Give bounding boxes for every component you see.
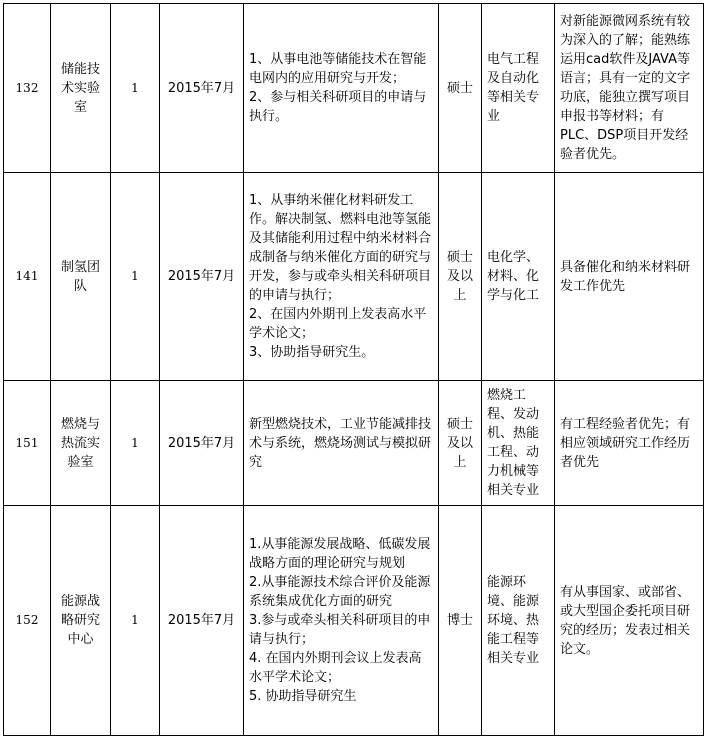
other-requirements: 具备催化和纳米材料研发工作优先 [555, 173, 704, 381]
duty-line: 2、参与相关科研项目的申请与执行。 [249, 90, 427, 124]
duty-line: 4. 在国内外期刊会议上发表高水平学术论文； [249, 651, 422, 685]
position-id: 141 [4, 173, 51, 381]
department-name: 燃烧与热流实验室 [51, 381, 111, 506]
major-requirement: 电化学、材料、化学与化工 [482, 173, 555, 381]
department-name: 能源战略研究中心 [51, 506, 111, 736]
position-id: 152 [4, 506, 51, 736]
headcount: 1 [111, 506, 160, 736]
job-duties [244, 4, 439, 173]
position-id: 132 [4, 4, 51, 173]
duty-line: 3.参与或牵头相关科研项目的申请与执行； [249, 613, 431, 647]
duty-line: 1、从事纳米催化材料研发工作。解决制氢、燃料电池等氢能及其储能利用过程中纳米材料合成制备与纳米催化方面的研究与开发，参与或牵头相关科研项目的申请与执行； [249, 193, 432, 303]
duty-line: 1、从事电池等储能技术在智能电网内的应用研究与开发； [249, 52, 427, 86]
major-requirement: 燃烧工程、发动机、热能工程、动力机械等相关专业 [482, 381, 555, 506]
table-row [4, 506, 704, 736]
position-id: 151 [4, 381, 51, 506]
other-requirements: 有工程经验者优先；有相应领域研究工作经历者优先 [555, 381, 704, 506]
recruitment-table [3, 3, 704, 736]
duty-line: 2、在国内外期刊上发表高水平学术论文； [249, 307, 427, 341]
job-duties [244, 381, 439, 506]
duty-line: 5. 协助指导研究生 [249, 689, 357, 704]
major-requirement: 电气工程及自动化等相关专业 [482, 4, 555, 173]
other-requirements: 有从事国家、或部省、或大型国企委托项目研究的经历；发表过相关论文。 [555, 506, 704, 736]
major-requirement: 能源环境、能源环境、热能工程等相关专业 [482, 506, 555, 736]
headcount: 1 [111, 173, 160, 381]
duty-line: 2.从事能源技术综合评价及能源系统集成优化方面的研究 [249, 575, 431, 609]
duty-line: 1.从事能源发展战略、低碳发展战略方面的理论研究与规划 [249, 537, 431, 571]
duty-line: 3、协助指导研究生。 [249, 345, 375, 360]
table-row [4, 381, 704, 506]
department-name: 制氢团队 [51, 173, 111, 381]
table-row [4, 173, 704, 381]
table-row [4, 4, 704, 173]
job-duties [244, 506, 439, 736]
degree-requirement: 硕士 [439, 4, 482, 173]
department-name: 储能技术实验室 [51, 4, 111, 173]
other-requirements: 对新能源微网系统有较为深入的了解；能熟练运用cad软件及JAVA等语言；具有一定的文字功底，能独立撰写项目申报书等材料；有PLC、DSP项目开发经验者优先。 [555, 4, 704, 173]
degree-requirement: 硕士及以上 [439, 381, 482, 506]
degree-requirement: 硕士及以上 [439, 173, 482, 381]
job-duties [244, 173, 439, 381]
start-date: 2015年7月 [160, 506, 244, 736]
headcount: 1 [111, 4, 160, 173]
start-date: 2015年7月 [160, 4, 244, 173]
headcount: 1 [111, 381, 160, 506]
start-date: 2015年7月 [160, 173, 244, 381]
degree-requirement: 博士 [439, 506, 482, 736]
start-date: 2015年7月 [160, 381, 244, 506]
duty-line: 新型燃烧技术，工业节能减排技术与系统，燃烧场测试与模拟研究 [249, 416, 432, 470]
